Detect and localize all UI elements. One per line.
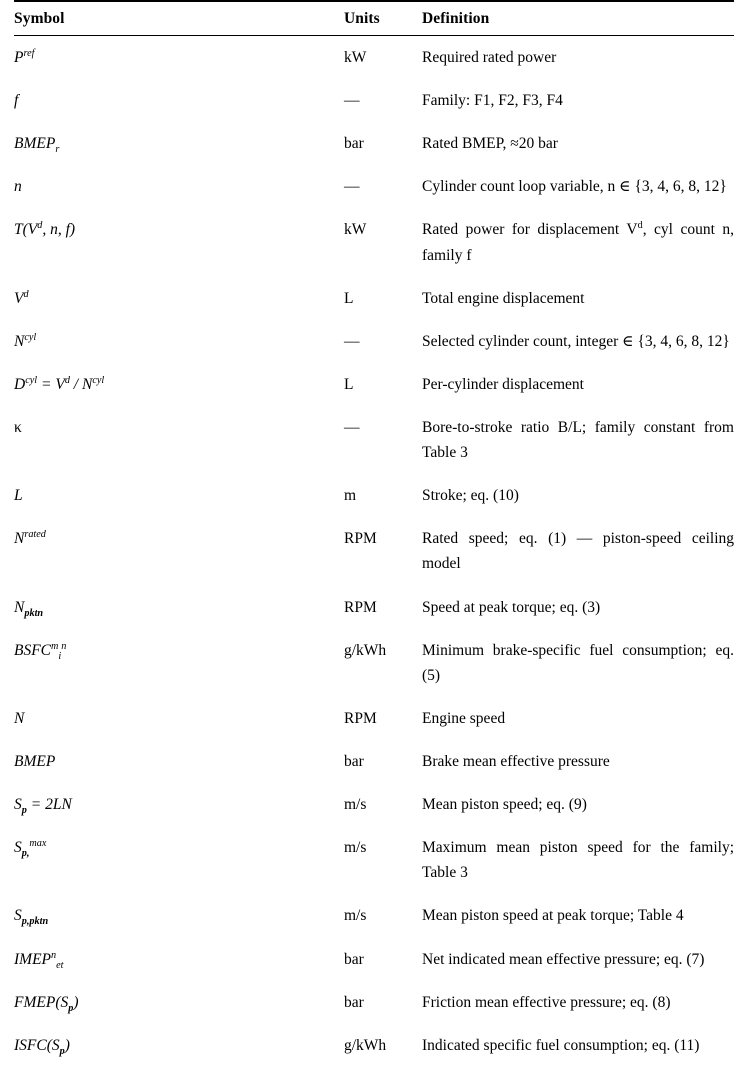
definition-cell: Bore-to-stroke ratio B/L; family constant from Table 3 xyxy=(422,418,734,462)
table-row xyxy=(14,517,734,585)
table-row xyxy=(14,1024,734,1067)
table-row xyxy=(14,938,734,981)
units-cell: — xyxy=(344,332,360,350)
column-header-units: Units xyxy=(344,10,380,27)
table-row xyxy=(14,894,734,937)
table-row xyxy=(14,406,734,474)
table-row xyxy=(14,586,734,629)
symbol-cell: $BMEP_r$ xyxy=(14,135,60,156)
units-cell: bar xyxy=(344,752,364,770)
units-cell: m/s xyxy=(344,796,367,814)
definition-cell: Net indicated mean effective pressure; eq. (7) xyxy=(422,950,705,968)
table-row xyxy=(14,208,734,276)
table-row xyxy=(14,981,734,1024)
definition-cell: Stroke; eq. (10) xyxy=(422,487,519,505)
definition-cell: Rated power for displacement $V^d$, cyl count n, family f xyxy=(422,220,734,264)
table-row xyxy=(14,79,734,122)
symbol-cell: $S_p = 2LN$ xyxy=(14,796,72,817)
table-header xyxy=(14,1,734,36)
units-cell: m/s xyxy=(344,907,367,925)
symbol-cell: $V^d$ xyxy=(14,288,29,307)
definition-cell: Brake mean effective pressure xyxy=(422,752,610,770)
units-cell: — xyxy=(344,92,360,110)
definition-cell: Minimum brake-specific fuel consumption; eq. (5) xyxy=(422,641,734,684)
definition-cell: Engine speed xyxy=(422,709,506,727)
table-row xyxy=(14,165,734,208)
symbol-cell: $D^{cyl} = V^d / N^{cyl}$ xyxy=(14,374,105,393)
table-header-row xyxy=(14,1,734,36)
units-cell: bar xyxy=(344,993,364,1011)
units-cell: kW xyxy=(344,221,367,239)
definition-cell: Total engine displacement xyxy=(422,289,585,307)
definition-cell: Speed at peak torque; eq. (3) xyxy=(422,598,601,616)
units-cell: kW xyxy=(344,49,367,66)
symbol-cell: $FMEP(S_p)$ xyxy=(14,993,79,1014)
definition-cell: Cylinder count loop variable, n ∈ {3, 4, 6, 8, 12} xyxy=(422,178,727,196)
units-cell: g/kWh xyxy=(344,641,387,659)
column-header-symbol: Symbol xyxy=(14,10,65,27)
definition-cell: Per-cylinder displacement xyxy=(422,375,584,393)
symbol-definitions-table xyxy=(14,0,734,1067)
definition-cell: Mean piston speed; eq. (9) xyxy=(422,796,587,814)
table-row xyxy=(14,826,734,894)
table-row xyxy=(14,277,734,320)
symbol-cell: $BSFC^m_i^n$ xyxy=(14,640,67,662)
table-body xyxy=(14,36,734,1067)
symbol-cell: κ xyxy=(14,418,22,436)
table-row xyxy=(14,36,734,80)
table-row xyxy=(14,783,734,826)
symbol-cell: n xyxy=(14,178,22,196)
definition-cell: Indicated specific fuel consumption; eq. (11) xyxy=(422,1036,700,1054)
symbol-cell: $S_{p,}^{max}$ xyxy=(14,838,47,860)
symbol-cell: L xyxy=(14,487,23,505)
units-cell: bar xyxy=(344,950,364,968)
units-cell: g/kWh xyxy=(344,1036,387,1054)
units-cell: — xyxy=(344,178,360,196)
definition-cell: Maximum mean piston speed for the family; Table 3 xyxy=(422,839,734,882)
table-row xyxy=(14,122,734,165)
symbol-cell: $S_{p,pktn}$ xyxy=(14,907,49,928)
symbol-cell: BMEP xyxy=(14,752,56,770)
table-row xyxy=(14,474,734,517)
units-cell: bar xyxy=(344,135,364,153)
units-cell: L xyxy=(344,289,354,307)
symbol-cell: $IMEP^n_{et}$ xyxy=(14,949,64,971)
symbol-cell: $N^{rated}$ xyxy=(14,529,46,548)
units-cell: m/s xyxy=(344,839,367,857)
table-row xyxy=(14,740,734,783)
symbol-cell: $T(V^d$, n, f) xyxy=(14,220,76,239)
column-header-definition: Definition xyxy=(422,10,490,27)
definition-cell: Mean piston speed at peak torque; Table 4 xyxy=(422,907,684,925)
table-row xyxy=(14,629,734,697)
symbol-cell: N xyxy=(14,709,25,727)
definition-cell: Rated speed; eq. (1) — piston-speed ceiling model xyxy=(422,530,734,573)
units-cell: RPM xyxy=(344,709,377,727)
units-cell: m xyxy=(344,487,357,505)
units-cell: — xyxy=(344,418,360,436)
table-row xyxy=(14,320,734,363)
table-row xyxy=(14,697,734,740)
definition-cell: Required rated power xyxy=(422,49,557,66)
symbol-cell: f xyxy=(14,92,19,110)
symbol-cell: $N^{cyl}$ xyxy=(14,331,37,350)
units-cell: L xyxy=(344,375,354,393)
symbol-cell: $P^{ref}$ xyxy=(14,47,35,66)
definition-cell: Selected cylinder count, integer ∈ {3, 4, 6, 8, 12} xyxy=(422,332,730,350)
definition-cell: Friction mean effective pressure; eq. (8) xyxy=(422,993,671,1011)
units-cell: RPM xyxy=(344,598,377,616)
definition-cell: Rated BMEP, ≈20 bar xyxy=(422,135,558,153)
symbol-cell: $ISFC(S_p)$ xyxy=(14,1036,70,1057)
symbol-cell: $N_{pktn}$ xyxy=(14,598,44,619)
definition-cell: Family: F1, F2, F3, F4 xyxy=(422,92,563,110)
units-cell: RPM xyxy=(344,530,377,548)
table-row xyxy=(14,363,734,406)
